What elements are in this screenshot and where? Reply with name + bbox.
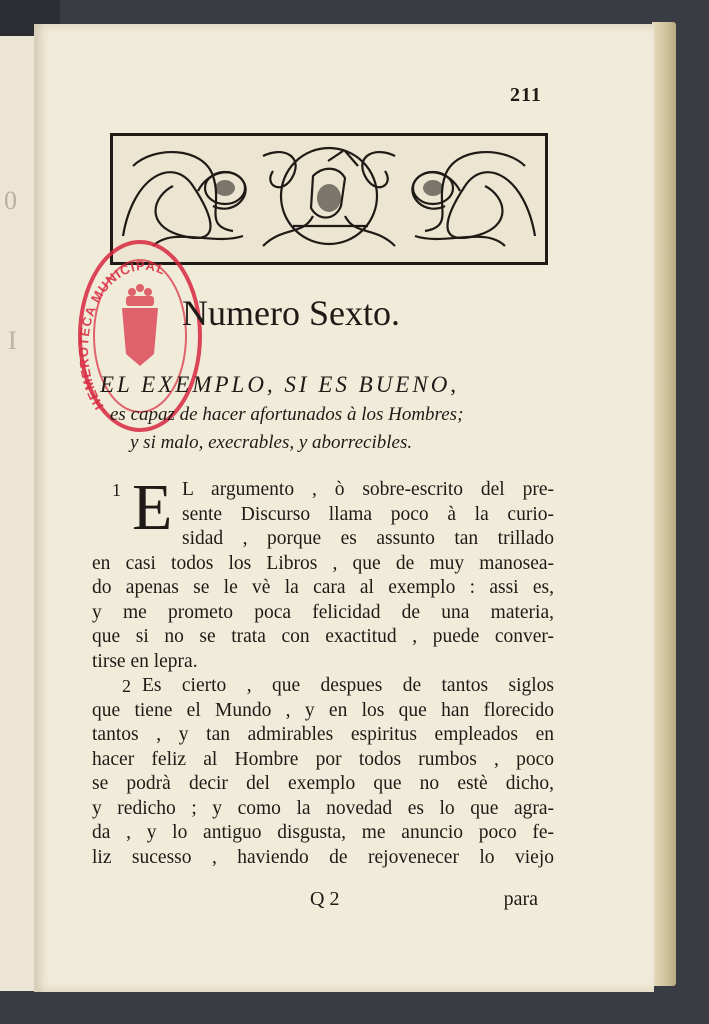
facing-page-edge — [0, 36, 36, 991]
paragraph-1-line: tirse en lepra. — [92, 650, 198, 672]
body-text — [92, 471, 554, 870]
paragraph-2-line: se podrà decir del exemplo que no estè dicho, — [92, 773, 554, 794]
page-number: 211 — [510, 84, 542, 106]
catchword: para — [503, 888, 538, 910]
paragraph-1-line: sidad , porque es assunto tan trillado — [182, 528, 554, 549]
paragraph-2-line: hacer feliz al Hombre por todos rumbos , poco — [92, 748, 554, 770]
paragraph-number: 1 — [112, 480, 121, 500]
paragraph-2-line: tantos , y tan admirables espiritus empleados en — [92, 724, 554, 745]
paragraph-number: 2 — [122, 676, 131, 696]
drop-cap: E — [132, 471, 173, 544]
bleed-mark: I — [8, 326, 17, 355]
paragraph-1-line-1: 1 L argumento , ò sobre-escrito del pre- — [92, 478, 554, 503]
paragraph-1-line: do apenas se le vè la cara al exemplo : assi es, — [92, 577, 554, 598]
signature-mark: Q 2 — [310, 888, 340, 910]
paragraph-2-line: liz sucesso , haviendo de rejovenecer lo viejo — [92, 846, 554, 868]
subtitle-line-3: y si malo, execrables, y aborrecibles. — [130, 432, 413, 453]
paragraph-2-line: da , y lo antiguo disgusta, me anuncio poco fe- — [92, 822, 554, 843]
subtitle-line-1: EL EXEMPLO, SI ES BUENO, — [100, 372, 460, 397]
stamp-text: HEMEROTECA MUNICIPAL — [75, 257, 169, 413]
bleed-mark: 0 — [4, 186, 17, 215]
subtitle-line-2: es capaz de hacer afortunados à los Hombres; — [110, 404, 464, 425]
section-title: Numero Sexto. — [182, 293, 400, 333]
paragraph-2-line: y redicho ; y como la novedad es lo que agra- — [92, 797, 554, 819]
paragraph-2-line: que tiene el Mundo , y en los que han florecido — [92, 699, 554, 721]
paragraph-1-line: sente Discurso llama poco à la curio- — [182, 503, 554, 525]
paragraph-1-line: en casi todos los Libros , que de muy manosea- — [92, 552, 554, 574]
paragraph-2-line-1: 2 Es cierto , que despues de tantos siglos — [92, 674, 554, 699]
page-stack-edge — [652, 22, 676, 986]
paragraph-1-line: que si no se trata con exactitud , puede conver- — [92, 626, 554, 647]
paragraph-1-line: y me prometo poca felicidad de una materia, — [92, 601, 554, 623]
show-through — [520, 106, 524, 126]
